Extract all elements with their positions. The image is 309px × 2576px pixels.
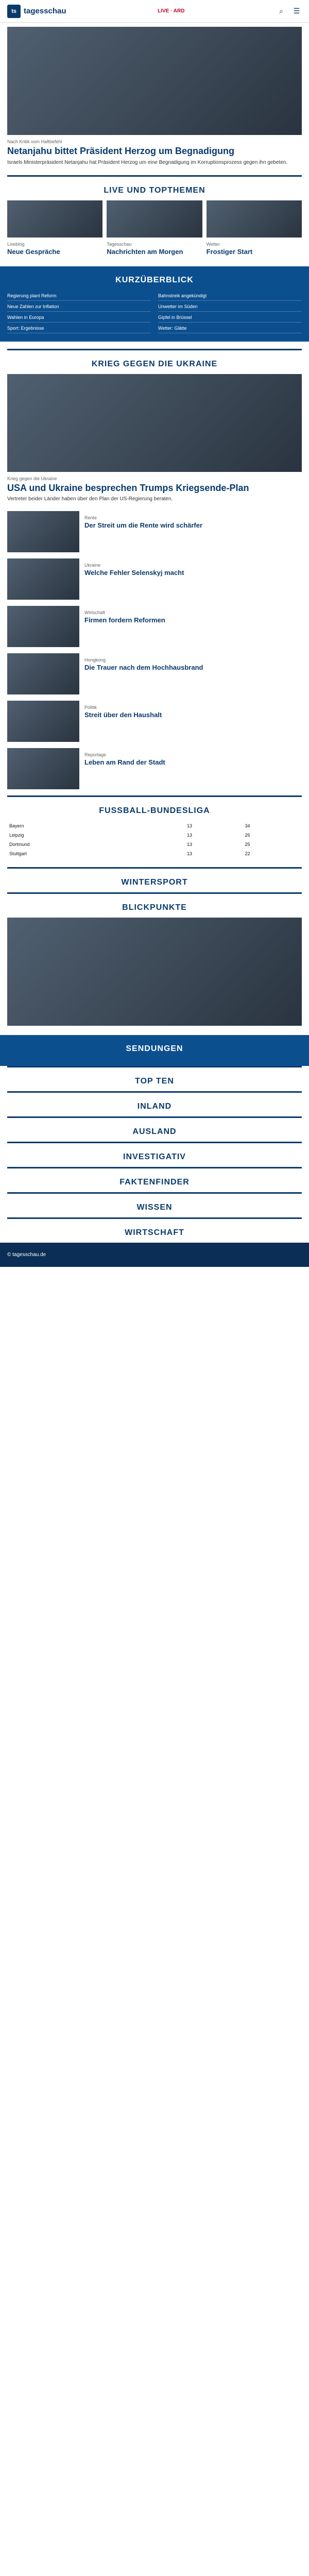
card-title[interactable]: Frostiger Start [206,248,253,256]
article-kicker: Politik [84,704,97,710]
brief-item[interactable]: Wetter: Glätte [158,326,302,333]
section-title: TOP TEN [7,1066,302,1091]
winter-section [0,867,309,892]
games: 13 [187,832,193,838]
hero-kicker: Nach Kritik vom Haftbefehl [7,139,62,144]
logo-icon: ts [7,5,21,18]
ukraine-image [7,374,302,472]
brief-item[interactable]: Sport: Ergebnisse [7,326,151,333]
card-title[interactable]: Nachrichten am Morgen [107,248,183,256]
brief-section [0,266,309,342]
investigativ-section [0,1142,309,1167]
points: 22 [245,851,250,856]
inland-section [0,1091,309,1116]
logo-text: tagesschau [24,7,66,15]
live-section [0,175,309,256]
card-image [7,200,102,238]
live-card[interactable] [107,200,202,256]
article-title[interactable]: Die Trauer nach dem Hochhausbrand [84,663,203,671]
card-image [107,200,202,238]
article-title[interactable]: Streit über den Haushalt [84,710,162,719]
article-title[interactable]: Firmen fordern Reformen [84,616,165,624]
brief-item[interactable]: Neue Zahlen zur Inflation [7,304,151,312]
article-kicker: Rente [84,515,97,520]
points: 26 [245,832,250,838]
wirtschaft-section [0,1217,309,1243]
brief-item[interactable]: Regierung plant Reform [7,293,151,301]
brief-item[interactable]: Gipfel in Brüssel [158,315,302,323]
blick-section [0,892,309,1026]
brief-item[interactable]: Wahlen in Europa [7,315,151,323]
games: 13 [187,823,193,828]
section-title: FUSSBALL-BUNDESLIGA [7,795,302,821]
hero-teaser: Israels Ministerpräsident Netanjahu hat Präsident Herzog um eine Begnadigung im Korruptionsprozess gegen ihn gebeten. [7,159,288,165]
article-kicker: Reportage [84,752,107,757]
article-image [7,558,79,600]
footer-text: © tagesschau.de [7,1251,46,1258]
article-list [0,511,309,789]
article-image [7,606,79,647]
section-title: INLAND [7,1091,302,1116]
games: 13 [187,851,193,856]
table-row[interactable] [8,840,301,849]
hero-image [7,27,302,135]
bundesliga-table [7,821,302,859]
section-title: AUSLAND [7,1116,302,1142]
section-title: LIVE UND TOPTHEMEN [7,175,302,200]
article-title[interactable]: Der Streit um die Rente wird schärfer [84,521,203,529]
page [0,0,309,1267]
ausland-section [0,1116,309,1142]
article-image [7,653,79,694]
section-title: KURZÜBERBLICK [115,275,194,284]
live-card[interactable] [7,200,102,256]
ukraine-kicker: Krieg gegen die Ukraine [7,476,57,481]
bundesliga-section [0,795,309,859]
section-title: WIRTSCHAFT [7,1217,302,1243]
section-title: WISSEN [7,1192,302,1217]
table-row[interactable] [8,831,301,839]
section-title: FAKTENFINDER [7,1167,302,1192]
ukraine-teaser: Vertreter beider Länder haben über den Plan der US-Regierung beraten. [7,496,173,502]
points: 34 [245,823,250,828]
logo[interactable] [7,5,66,18]
section-title: BLICKPUNKTE [7,892,302,918]
article-kicker: Ukraine [84,562,101,568]
list-item[interactable] [7,701,302,742]
section-title: INVESTIGATIV [7,1142,302,1167]
article-image [7,701,79,742]
games: 13 [187,841,193,847]
live-card[interactable] [207,200,302,256]
list-item[interactable] [7,558,302,600]
search-icon[interactable]: ⌕ [279,7,283,15]
team: Bayern [9,823,24,828]
card-kicker: Liveblog [7,242,25,247]
card-title[interactable]: Neue Gespräche [7,248,60,256]
section-title: WINTERSPORT [7,867,302,892]
article-kicker: Wirtschaft [84,609,106,615]
article-image [7,748,79,789]
menu-icon[interactable]: ☰ [293,7,300,15]
hero-title[interactable]: Netanjahu bittet Präsident Herzog um Begnadigung [7,146,235,156]
article-kicker: Hongkong [84,657,106,663]
list-item[interactable] [7,653,302,694]
article-title[interactable]: Leben am Rand der Stadt [84,758,165,766]
blick-image [7,918,302,1026]
list-item[interactable] [7,511,302,552]
ukraine-title[interactable]: USA und Ukraine besprechen Trumps Kriegsende-Plan [7,482,249,493]
topten-section [0,1066,309,1091]
brief-item[interactable]: Unwetter im Süden [158,304,302,312]
section-title: SENDUNGEN [126,1044,183,1053]
wissen-section [0,1192,309,1217]
ukraine-section [0,349,309,503]
faktenfinder-section [0,1167,309,1192]
team: Leipzig [9,832,24,838]
list-item[interactable] [7,606,302,647]
points: 25 [245,841,250,847]
article-image [7,511,79,552]
card-kicker: Tagesschau [107,242,132,247]
footer [0,1243,309,1267]
section-title: KRIEG GEGEN DIE UKRAINE [7,349,302,374]
live-link[interactable]: LIVE · ARD [158,8,185,14]
list-item[interactable] [7,748,302,789]
team: Dortmund [9,841,30,847]
table-row[interactable] [8,850,301,858]
team: Stuttgart [9,851,27,856]
sendungen-section [0,1035,309,1066]
card-image [207,200,302,238]
table-row[interactable] [8,822,301,830]
header [0,0,309,23]
card-kicker: Wetter [206,242,220,247]
hero[interactable] [0,27,309,166]
article-title[interactable]: Welche Fehler Selenskyj macht [84,568,184,577]
brief-item[interactable]: Bahnstreik angekündigt [158,293,302,301]
